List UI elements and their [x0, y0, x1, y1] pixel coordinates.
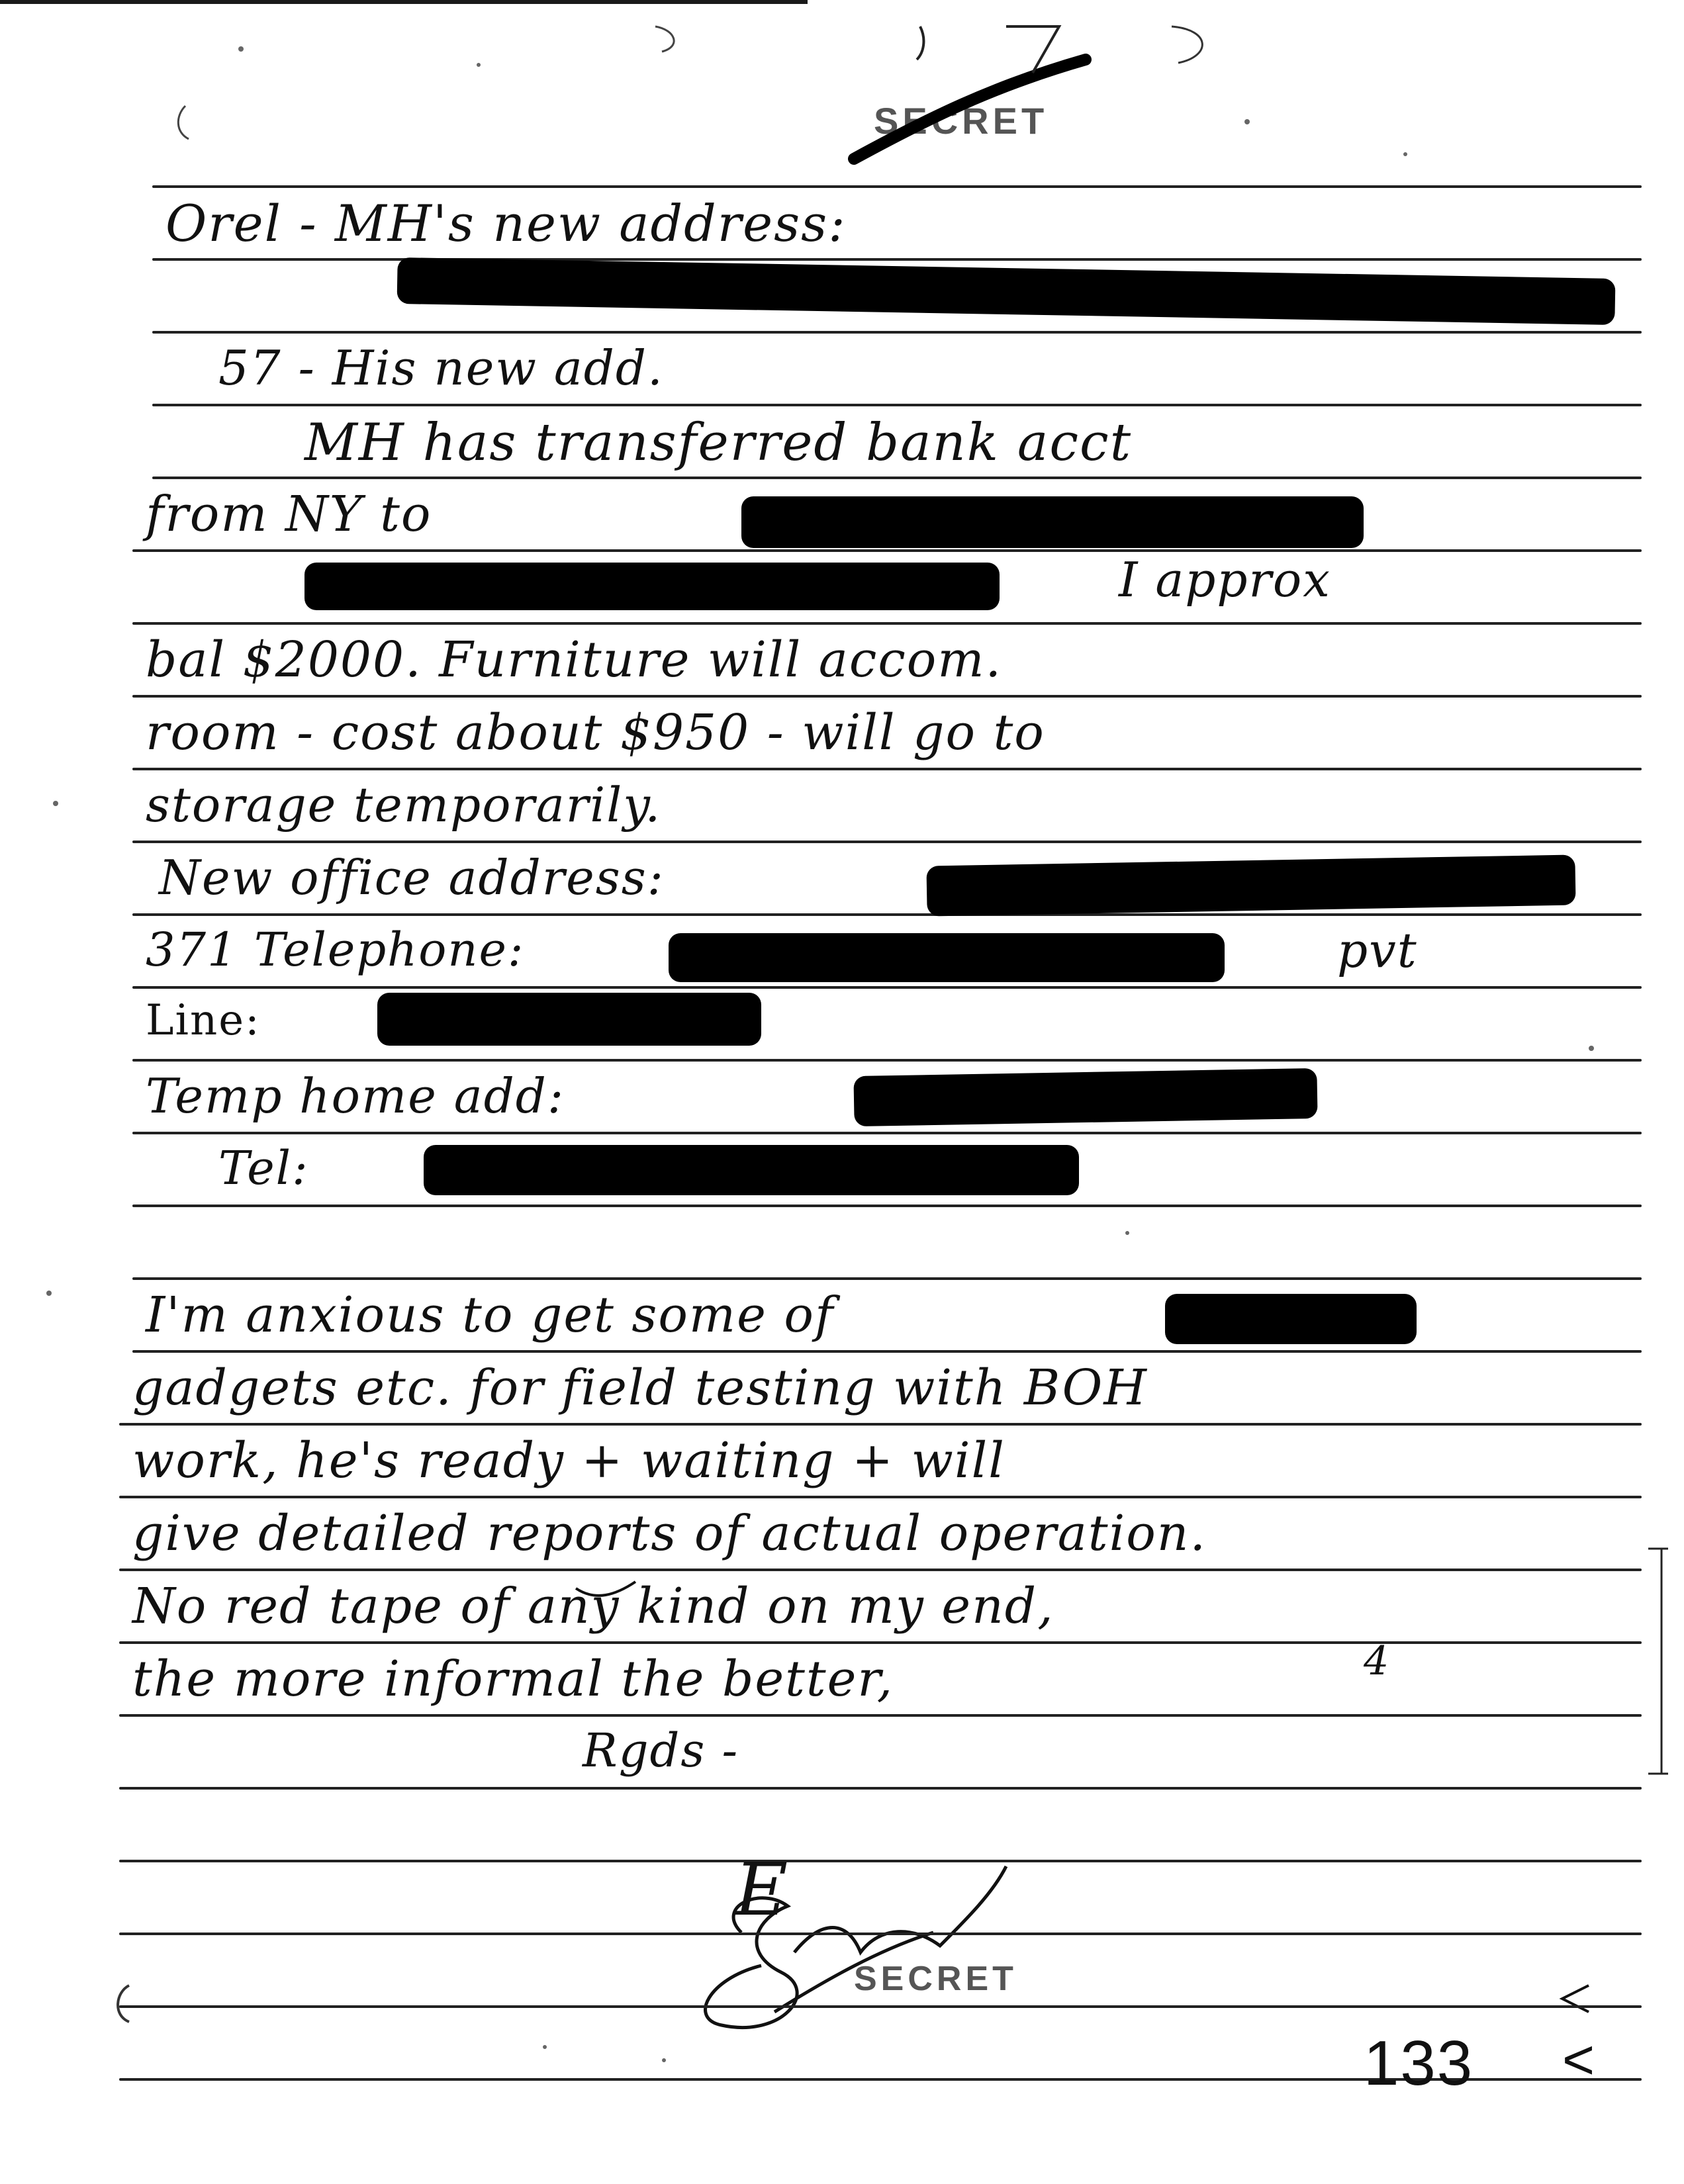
scan-speck — [1244, 119, 1250, 124]
note-line-8: storage temporarily. — [146, 777, 662, 833]
scan-speck — [1125, 1231, 1129, 1235]
scan-speck — [46, 1291, 52, 1296]
redaction-block — [1165, 1294, 1417, 1344]
note-line-7: room - cost about $950 - will go to — [146, 704, 1045, 761]
note-line-16: work, he's ready + waiting + will — [132, 1432, 1006, 1489]
scan-speck — [543, 2045, 547, 2049]
note-line-3: MH has transferred bank acct — [304, 413, 1133, 473]
redaction-block — [424, 1145, 1079, 1195]
ruled-line — [119, 1860, 1642, 1862]
scan-speck — [238, 46, 244, 52]
ruled-line — [119, 1787, 1642, 1790]
note-line-17: give detailed reports of actual operation. — [132, 1505, 1207, 1562]
note-line-18: No red tape of any kind on my end, — [132, 1578, 1054, 1635]
ruled-line — [152, 258, 1642, 261]
classification-stamp-top: SECRET — [874, 100, 1049, 142]
ruled-line — [152, 477, 1642, 479]
note-line-11: Line: — [146, 996, 261, 1045]
redaction-block — [304, 563, 1000, 610]
note-line-13: Tel: — [218, 1141, 309, 1195]
note-line-19-mark: 4 — [1364, 1638, 1391, 1684]
ruled-line — [119, 1496, 1642, 1498]
ruled-line — [152, 404, 1642, 406]
ruled-line — [132, 986, 1642, 989]
note-line-10: 371 Telephone: — [146, 923, 525, 977]
ruled-line — [119, 1569, 1642, 1571]
ruled-line — [132, 1132, 1642, 1134]
note-line-12: Temp home add: — [146, 1068, 565, 1124]
note-line-4: from NY to — [146, 486, 432, 543]
ruled-line — [132, 1277, 1642, 1280]
ruled-line — [132, 1205, 1642, 1207]
ruled-line — [152, 185, 1642, 188]
note-line-1: Orel - MH's new address: — [165, 194, 847, 253]
ruled-line — [132, 695, 1642, 698]
corner-mark: < — [1562, 2028, 1597, 2091]
ruled-line — [132, 549, 1642, 552]
scan-speck — [1403, 152, 1407, 156]
redaction-block — [669, 933, 1225, 982]
classification-stamp-bottom: SECRET — [854, 1960, 1017, 1998]
signature-initial: E — [735, 1847, 790, 1932]
note-line-19: the more informal the better, — [132, 1651, 894, 1707]
scan-speck — [662, 2058, 666, 2062]
note-line-10-tail: pvt — [1337, 923, 1418, 978]
ruled-line — [132, 1059, 1642, 1062]
ruled-line — [132, 841, 1642, 843]
ruled-line — [119, 1933, 1642, 1935]
note-line-14: I'm anxious to get some of — [146, 1287, 835, 1343]
ruled-line — [132, 622, 1642, 625]
ruled-line — [119, 1423, 1642, 1426]
ruled-line — [132, 768, 1642, 770]
ruled-line — [152, 331, 1642, 334]
ruled-line — [119, 1714, 1642, 1717]
note-line-5: I approx — [1119, 552, 1331, 608]
ruled-line — [119, 1641, 1642, 1644]
closing-regards: Rgds - — [583, 1723, 739, 1778]
scan-speck — [53, 801, 58, 806]
ruled-line — [132, 913, 1642, 916]
note-line-15: gadgets etc. for field testing with BOH — [132, 1359, 1148, 1416]
scan-speck — [477, 63, 481, 67]
note-line-2: 57 - His new add. — [218, 340, 664, 396]
page-number: 133 — [1364, 2028, 1474, 2099]
redaction-block — [853, 1068, 1317, 1126]
note-line-9: New office address: — [159, 850, 665, 905]
ruled-line — [132, 1350, 1642, 1353]
note-line-6: bal $2000. Furniture will accom. — [146, 631, 1003, 688]
redaction-block — [741, 496, 1364, 548]
redaction-block — [377, 993, 761, 1046]
ruled-line — [119, 2005, 1642, 2008]
scan-speck — [1589, 1046, 1594, 1051]
